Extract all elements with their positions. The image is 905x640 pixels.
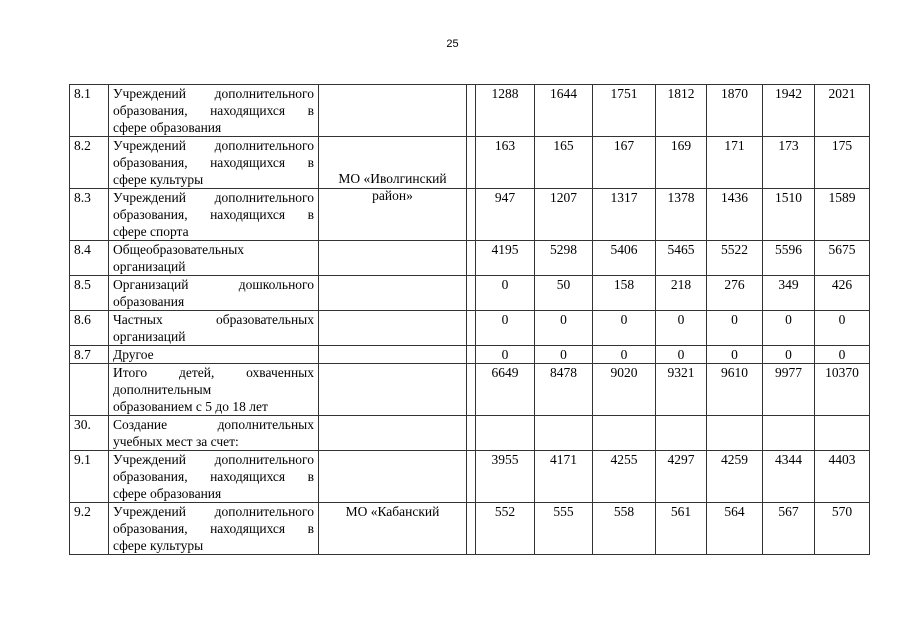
municipality-label: МО «Кабанский [345, 504, 440, 519]
row-name-line: образования [113, 294, 185, 309]
table-row [70, 311, 870, 346]
spacer-cell [467, 364, 476, 416]
value-cell [593, 416, 656, 451]
row-number: 8.5 [70, 276, 109, 311]
value-cell [476, 416, 535, 451]
value-cell: 8478 [535, 364, 593, 416]
municipality-cell [319, 346, 467, 364]
value-cell: 1207 [535, 189, 593, 241]
value-cell: 0 [707, 346, 763, 364]
value-cell: 5465 [656, 241, 707, 276]
table-body [70, 85, 870, 555]
row-name-line: Общеобразовательных [113, 242, 245, 257]
value-cell: 426 [815, 276, 870, 311]
value-cell: 0 [656, 346, 707, 364]
municipality-cell [319, 276, 467, 311]
row-name-line: образования, находящихся в [113, 521, 314, 536]
municipality-label: МО «Иволгинский район» [338, 171, 447, 203]
value-cell: 10370 [815, 364, 870, 416]
row-name-line: Учреждений дополнительного [113, 452, 314, 467]
row-name-line: Учреждений дополнительного [113, 138, 314, 153]
row-name [109, 241, 319, 276]
row-number: 8.1 [70, 85, 109, 137]
value-cell: 169 [656, 137, 707, 189]
value-cell: 4195 [476, 241, 535, 276]
value-cell: 173 [763, 137, 815, 189]
row-name-line: образования, находящихся в [113, 155, 314, 170]
data-table [69, 84, 870, 555]
value-cell: 0 [476, 276, 535, 311]
value-cell: 163 [476, 137, 535, 189]
municipality-cell [319, 171, 467, 241]
value-cell: 1870 [707, 85, 763, 137]
spacer-cell [467, 311, 476, 346]
table-row [70, 451, 870, 503]
value-cell: 561 [656, 503, 707, 555]
spacer-cell [467, 416, 476, 451]
value-cell: 2021 [815, 85, 870, 137]
value-cell: 0 [763, 311, 815, 346]
row-name-line: сфере культуры [113, 538, 204, 553]
value-cell: 558 [593, 503, 656, 555]
row-name-line: Другое [113, 347, 154, 362]
value-cell [763, 416, 815, 451]
row-name-line: сфере образования [113, 120, 222, 135]
row-name [109, 311, 319, 346]
row-name-line: Учреждений дополнительного [113, 190, 314, 205]
row-name [109, 85, 319, 137]
value-cell: 9321 [656, 364, 707, 416]
value-cell: 570 [815, 503, 870, 555]
municipality-cell [319, 311, 467, 346]
row-name-line: образования, находящихся в [113, 469, 314, 484]
value-cell: 0 [593, 346, 656, 364]
value-cell: 9610 [707, 364, 763, 416]
value-cell: 567 [763, 503, 815, 555]
municipality-cell [319, 503, 467, 555]
row-number: 9.1 [70, 451, 109, 503]
value-cell [535, 416, 593, 451]
row-name-line: дополнительным [113, 382, 212, 397]
value-cell: 4255 [593, 451, 656, 503]
row-name-line: сфере спорта [113, 224, 189, 239]
value-cell: 167 [593, 137, 656, 189]
value-cell: 276 [707, 276, 763, 311]
value-cell [707, 416, 763, 451]
value-cell: 0 [476, 346, 535, 364]
value-cell: 5298 [535, 241, 593, 276]
row-number: 8.3 [70, 189, 109, 241]
value-cell: 5522 [707, 241, 763, 276]
spacer-cell [467, 189, 476, 241]
table-row [70, 346, 870, 364]
spacer-cell [467, 451, 476, 503]
table-row [70, 503, 870, 555]
value-cell: 1942 [763, 85, 815, 137]
row-name-line: Частных образовательных [113, 312, 314, 327]
spacer-cell [467, 346, 476, 364]
row-name-line: Учреждений дополнительного [113, 504, 314, 519]
municipality-cell [319, 85, 467, 137]
row-name [109, 276, 319, 311]
row-name-line: Итого детей, охваченных [113, 365, 314, 380]
table-row [70, 189, 870, 241]
row-name-line: организаций [113, 329, 186, 344]
row-name [109, 416, 319, 451]
value-cell: 4259 [707, 451, 763, 503]
row-name [109, 137, 319, 189]
value-cell: 1644 [535, 85, 593, 137]
value-cell: 1510 [763, 189, 815, 241]
value-cell: 0 [476, 311, 535, 346]
value-cell: 349 [763, 276, 815, 311]
row-number: 9.2 [70, 503, 109, 555]
table-row [70, 85, 870, 137]
value-cell: 1589 [815, 189, 870, 241]
municipality-cell [319, 451, 467, 503]
value-cell: 165 [535, 137, 593, 189]
row-number: 8.7 [70, 346, 109, 364]
table-row [70, 416, 870, 451]
value-cell: 158 [593, 276, 656, 311]
row-name-line: Создание дополнительных [113, 417, 314, 432]
table-row [70, 241, 870, 276]
table-row [70, 364, 870, 416]
value-cell: 0 [815, 311, 870, 346]
value-cell: 50 [535, 276, 593, 311]
value-cell: 175 [815, 137, 870, 189]
value-cell: 552 [476, 503, 535, 555]
value-cell: 9020 [593, 364, 656, 416]
row-number: 8.6 [70, 311, 109, 346]
value-cell [815, 416, 870, 451]
value-cell: 9977 [763, 364, 815, 416]
row-number: 8.2 [70, 137, 109, 189]
row-name-line: сфере культуры [113, 172, 204, 187]
row-number: 8.4 [70, 241, 109, 276]
value-cell: 0 [656, 311, 707, 346]
value-cell: 555 [535, 503, 593, 555]
value-cell: 5406 [593, 241, 656, 276]
row-name [109, 364, 319, 416]
row-name-line: организаций [113, 259, 186, 274]
value-cell: 1812 [656, 85, 707, 137]
value-cell: 6649 [476, 364, 535, 416]
spacer-cell [467, 137, 476, 189]
value-cell: 0 [815, 346, 870, 364]
value-cell: 5675 [815, 241, 870, 276]
value-cell: 1317 [593, 189, 656, 241]
value-cell: 1288 [476, 85, 535, 137]
row-name-line: образования, находящихся в [113, 103, 314, 118]
value-cell: 171 [707, 137, 763, 189]
row-name-line: образованием с 5 до 18 лет [113, 399, 268, 414]
row-number [70, 364, 109, 416]
value-cell: 0 [763, 346, 815, 364]
value-cell: 564 [707, 503, 763, 555]
row-number: 30. [70, 416, 109, 451]
municipality-cell [319, 364, 467, 416]
value-cell: 0 [535, 311, 593, 346]
row-name [109, 503, 319, 555]
value-cell: 0 [707, 311, 763, 346]
value-cell: 3955 [476, 451, 535, 503]
value-cell: 4344 [763, 451, 815, 503]
value-cell [656, 416, 707, 451]
value-cell: 1751 [593, 85, 656, 137]
spacer-cell [467, 241, 476, 276]
table-row [70, 137, 870, 189]
municipality-cell [319, 241, 467, 276]
row-name-line: Организаций дошкольного [113, 277, 314, 292]
value-cell: 0 [593, 311, 656, 346]
spacer-cell [467, 503, 476, 555]
spacer-cell [467, 276, 476, 311]
page-number: 25 [446, 38, 459, 50]
spacer-cell [467, 85, 476, 137]
value-cell: 4171 [535, 451, 593, 503]
municipality-cell [319, 416, 467, 451]
row-name-line: сфере образования [113, 486, 222, 501]
value-cell: 5596 [763, 241, 815, 276]
value-cell: 0 [535, 346, 593, 364]
row-name-line: образования, находящихся в [113, 207, 314, 222]
row-name [109, 189, 319, 241]
row-name-line: Учреждений дополнительного [113, 86, 314, 101]
table-row [70, 276, 870, 311]
value-cell: 4403 [815, 451, 870, 503]
value-cell: 1378 [656, 189, 707, 241]
value-cell: 218 [656, 276, 707, 311]
row-name [109, 346, 319, 364]
value-cell: 947 [476, 189, 535, 241]
value-cell: 1436 [707, 189, 763, 241]
row-name-line: учебных мест за счет: [113, 434, 239, 449]
row-name [109, 451, 319, 503]
value-cell: 4297 [656, 451, 707, 503]
